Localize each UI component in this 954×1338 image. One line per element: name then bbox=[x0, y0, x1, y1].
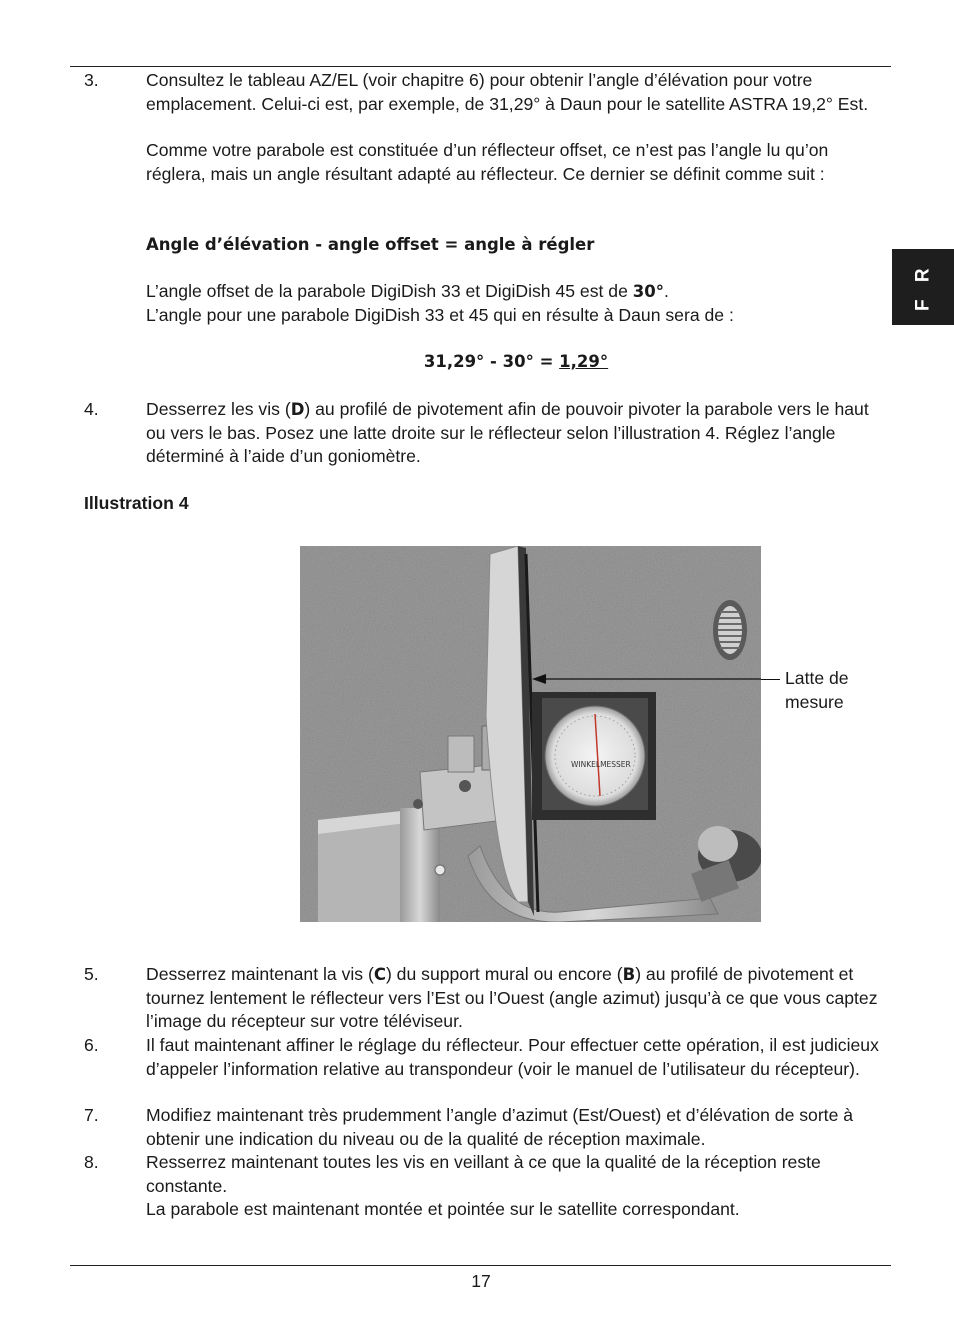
angle-calculation bbox=[146, 350, 886, 374]
top-rule bbox=[70, 66, 891, 67]
step-5-post: ) au profilé de pivotement et tournez lentement le réflecteur vers l’Est ou l’Ouest (angle azimut) jusqu’à ce que vous captez l’image du récepteur sur votre téléviseur. bbox=[146, 964, 878, 1031]
step-6-number: 6. bbox=[84, 1035, 99, 1055]
resulting-angle-text: L’angle pour une parabole DigiDish 33 et 45 qui en résulte à Daun sera de : bbox=[146, 305, 734, 325]
step-7-text: Modifiez maintenant très prudemment l’angle d’azimut (Est/Ouest) et d’élévation de sorte à obtenir une indication du niveau ou de la qualité de réception maximale. bbox=[146, 1105, 854, 1149]
step-8-number: 8. bbox=[84, 1152, 99, 1172]
step-6-text: Il faut maintenant affiner le réglage du réflecteur. Pour effectuer cette opération, il est judicieux d’appeler l’information relative au transpondeur (voir le manuel de l’utilisateur du récepteur). bbox=[146, 1035, 879, 1079]
step-5-pre: Desserrez maintenant la vis ( bbox=[146, 964, 374, 984]
step-4-number: 4. bbox=[84, 399, 99, 419]
language-tab-label: F R bbox=[912, 262, 934, 312]
measuring-lath-label: Latte de mesure bbox=[785, 668, 849, 712]
language-tab bbox=[892, 249, 954, 325]
step-3-text-2: Comme votre parabole est constituée d’un réflecteur offset, ce n’est pas l’angle lu qu’on réglera, mais un angle résultant adapté au réflecteur. Ce dernier se définit comme suit : bbox=[146, 140, 829, 184]
screw-c-label: C bbox=[373, 965, 386, 984]
calc-expression: 31,29° - 30° = bbox=[423, 352, 560, 371]
callout-arrow-extension bbox=[761, 679, 780, 680]
step-7-number: 7. bbox=[84, 1105, 99, 1125]
step-4-post: ) au profilé de pivotement afin de pouvoir pivoter la parabole vers le haut ou vers le bas. Posez une latte droite sur le réflecteur selon l’illustration 4. Réglez l’angle déterminé à l’aide d’un goniomètre. bbox=[146, 399, 869, 466]
screw-d-label: D bbox=[290, 400, 305, 419]
step-5-text bbox=[146, 963, 886, 1034]
step-8-text: Resserrez maintenant toutes les vis en veillant à ce que la qualité de la réception reste constante. bbox=[146, 1152, 821, 1196]
step-4-pre: Desserrez les vis ( bbox=[146, 399, 291, 419]
goniometer-icon bbox=[532, 692, 656, 820]
offset-angle-pre: L’angle offset de la parabole DigiDish 33 et DigiDish 45 est de bbox=[146, 281, 633, 301]
offset-angle-text bbox=[146, 280, 886, 304]
offset-angle-value: 30° bbox=[632, 282, 664, 301]
illustration-photo bbox=[300, 546, 761, 922]
offset-angle-post: . bbox=[663, 281, 669, 301]
goniometer-label: WINKELMESSER bbox=[571, 760, 631, 769]
step-3-text: Consultez le tableau AZ/EL (voir chapitre 6) pour obtenir l’angle d’élévation pour votre emplacement. Celui-ci est, par exemple, de 31,29° à Daun pour le satellite ASTRA 19,2° Est. bbox=[146, 70, 869, 114]
step-5-number: 5. bbox=[84, 964, 99, 984]
bottom-rule bbox=[70, 1265, 891, 1266]
angle-formula: Angle d’élévation - angle offset = angle à régler bbox=[146, 235, 595, 254]
illustration-title: Illustration 4 bbox=[84, 493, 189, 513]
step-8-text-2: La parabole est maintenant montée et pointée sur le satellite correspondant. bbox=[146, 1199, 740, 1219]
screw-b-label: B bbox=[622, 965, 636, 984]
step-3-number: 3. bbox=[84, 70, 99, 90]
wall-vent-icon bbox=[713, 600, 747, 660]
page-number: 17 bbox=[471, 1271, 491, 1291]
step-4-text bbox=[146, 398, 886, 469]
step-5-mid: ) du support mural ou encore ( bbox=[385, 964, 623, 984]
calc-result: 1,29° bbox=[559, 352, 609, 371]
